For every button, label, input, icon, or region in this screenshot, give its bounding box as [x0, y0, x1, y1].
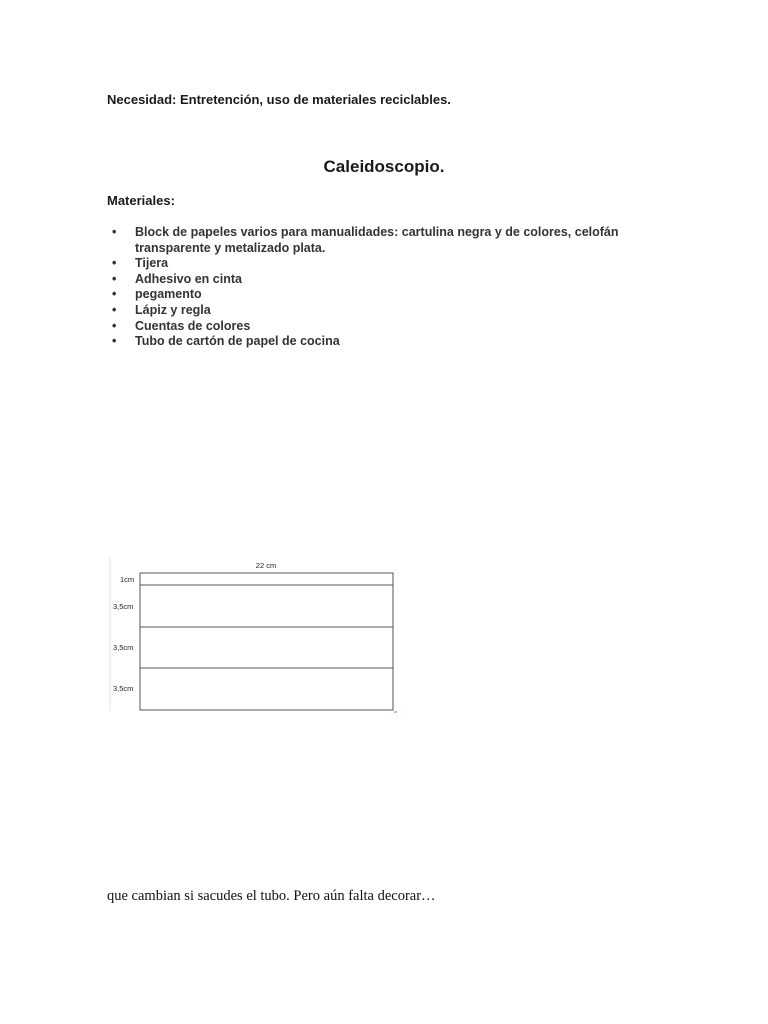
list-item: • Adhesivo en cinta — [107, 272, 667, 288]
materials-list — [107, 225, 667, 350]
row-label: 3,5cm — [113, 684, 134, 693]
list-item: • Block de papeles varios para manualidades: cartulina negra y de colores, celofán transparente y metalizado plata. — [107, 225, 667, 256]
materials-heading: Materiales: — [107, 193, 175, 208]
need-statement: Necesidad: Entretención, uso de materiales reciclables. — [107, 92, 451, 107]
diagram-outline — [140, 573, 393, 710]
width-label: 22 cm — [255, 561, 277, 570]
closing-text: que cambian si sacudes el tubo. Pero aún falta decorar… — [107, 888, 436, 904]
document-title: Caleidoscopio. — [323, 157, 445, 176]
list-item: • pegamento — [107, 287, 667, 303]
list-item: • Tijera — [107, 256, 667, 272]
row-label: 3,5cm — [113, 643, 134, 652]
row-label: 1cm — [120, 575, 135, 584]
row-label: 3,5cm — [113, 602, 134, 611]
cutting-diagram — [108, 555, 408, 720]
list-item: • Tubo de cartón de papel de cocina — [107, 334, 667, 350]
list-item: • Cuentas de colores — [107, 319, 667, 335]
list-item: • Lápiz y regla — [107, 303, 667, 319]
